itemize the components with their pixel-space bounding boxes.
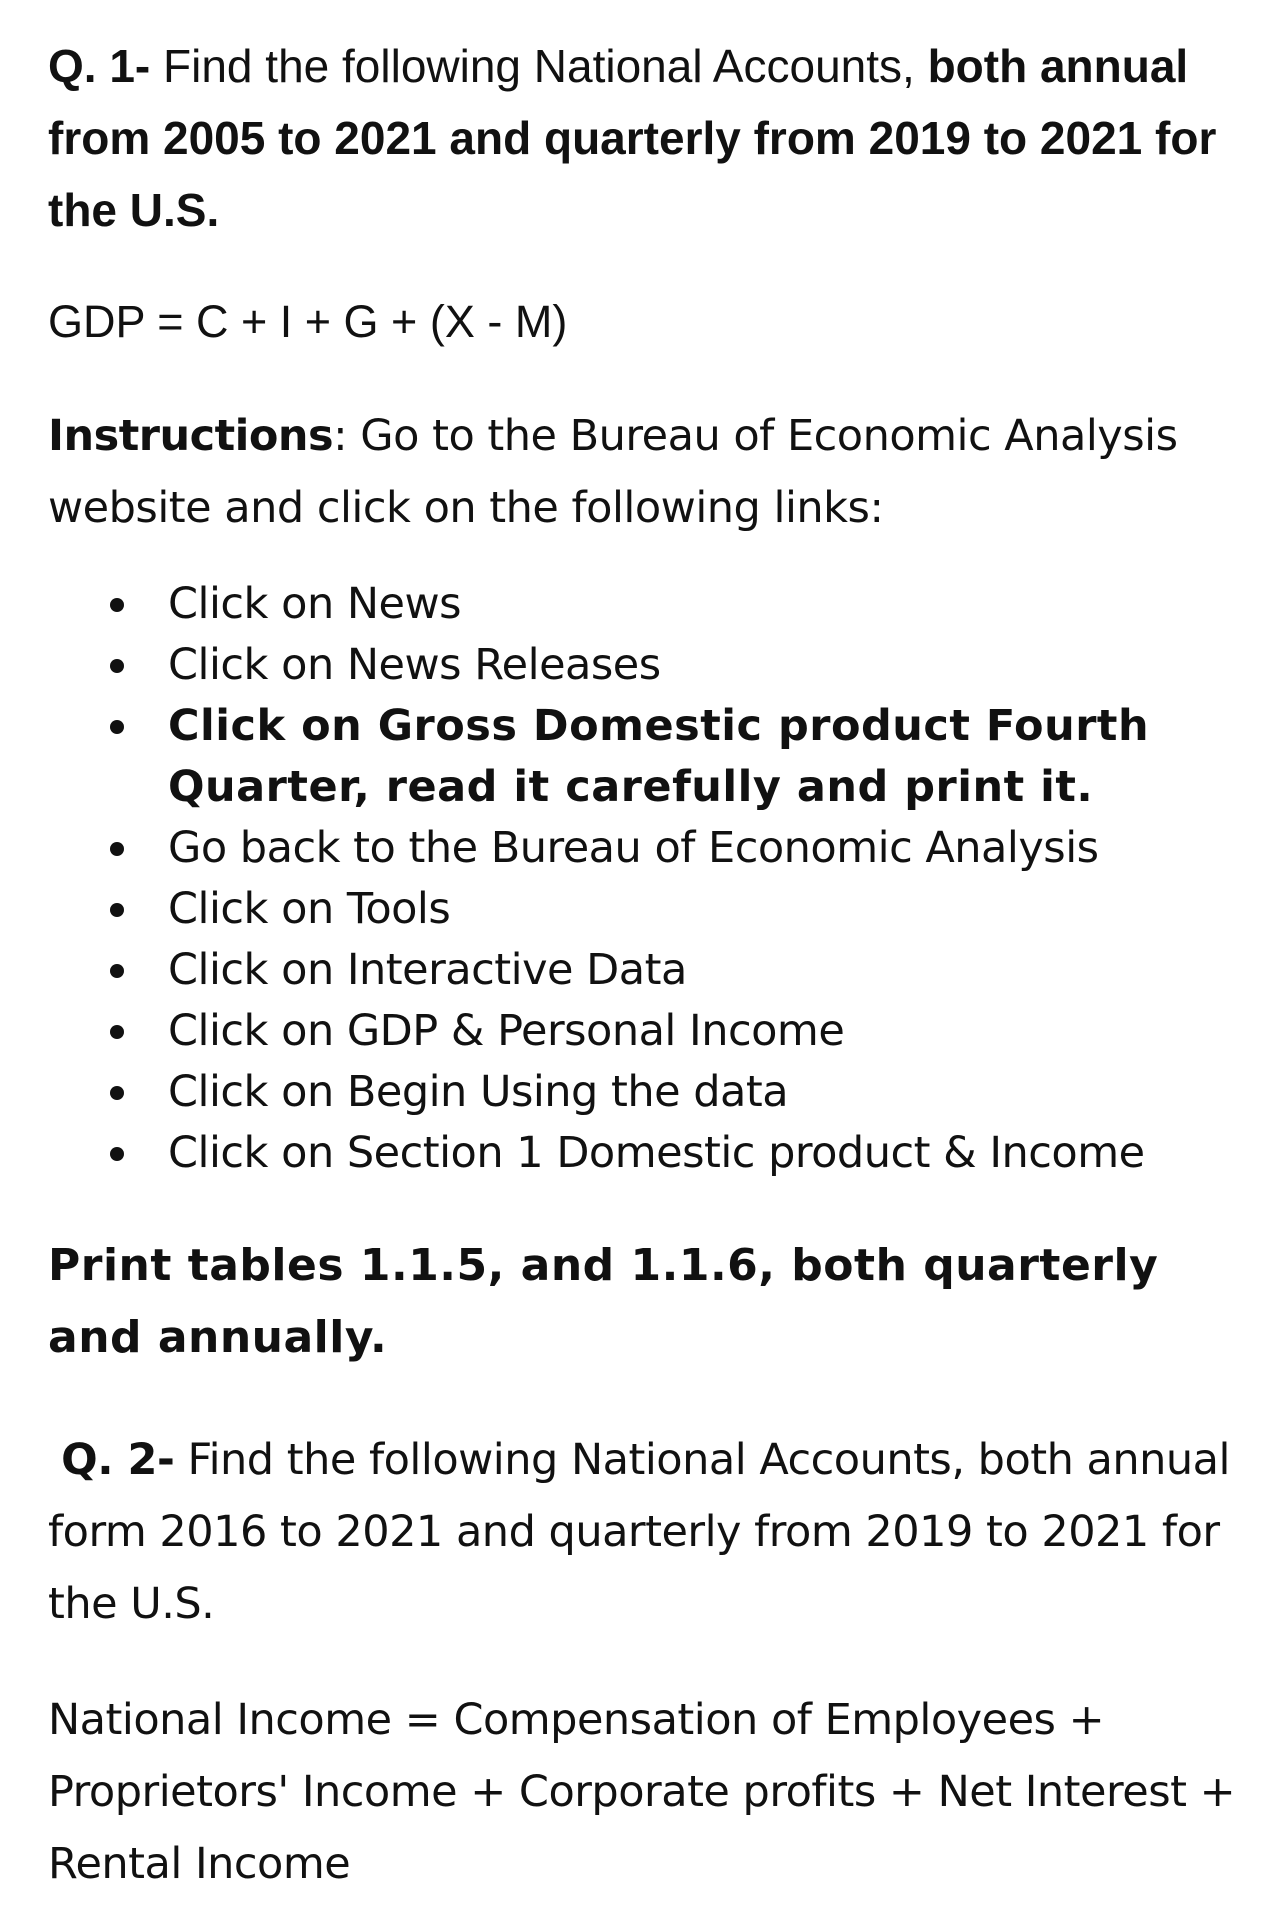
question-1-label: Q. 1- [48,40,151,92]
question-1 [48,30,1228,246]
question-2-label: Q. 2- [61,1435,175,1485]
question-1-text: Find the following National Accounts, [150,40,928,92]
question-2-text: Find the following National Accounts, both annual form 2016 to 2021 and quarterly from 2019 to 2021 for the U.S. [48,1435,1230,1629]
list-item: Click on News [48,574,1248,635]
national-income-formula: National Income = Compensation of Employees + Proprietors' Income + Corporate profits + Net Interest + Rental Income [48,1695,1236,1889]
list-item: Go back to the Bureau of Economic Analysis [48,818,1248,879]
list-item: Click on Tools [48,879,1248,940]
list-item: Click on Begin Using the data [48,1062,1248,1123]
instructions-text: : Go to the Bureau of Economic Analysis website and click on the following links: [48,411,1178,533]
list-item: Click on Gross Domestic product Fourth Quarter, read it carefully and print it. [48,696,1248,818]
print-tables-note: Print tables 1.1.5, and 1.1.6, both quarterly and annually. [48,1240,1159,1363]
document-page [48,30,1248,1900]
steps-list [48,574,1248,1184]
instructions [48,400,1248,544]
list-item: Click on Section 1 Domestic product & Income [48,1123,1248,1184]
question-1-bold-text: both annual from 2005 to 2021 and quarterly from 2019 to 2021 for the U.S. [48,40,1217,236]
gdp-formula: GDP = C + I + G + (X - M) [48,296,568,347]
question-2 [48,1424,1248,1640]
list-item: Click on GDP & Personal Income [48,1001,1248,1062]
list-item: Click on News Releases [48,635,1248,696]
list-item: Click on Interactive Data [48,940,1248,1001]
instructions-label: Instructions [48,411,334,461]
